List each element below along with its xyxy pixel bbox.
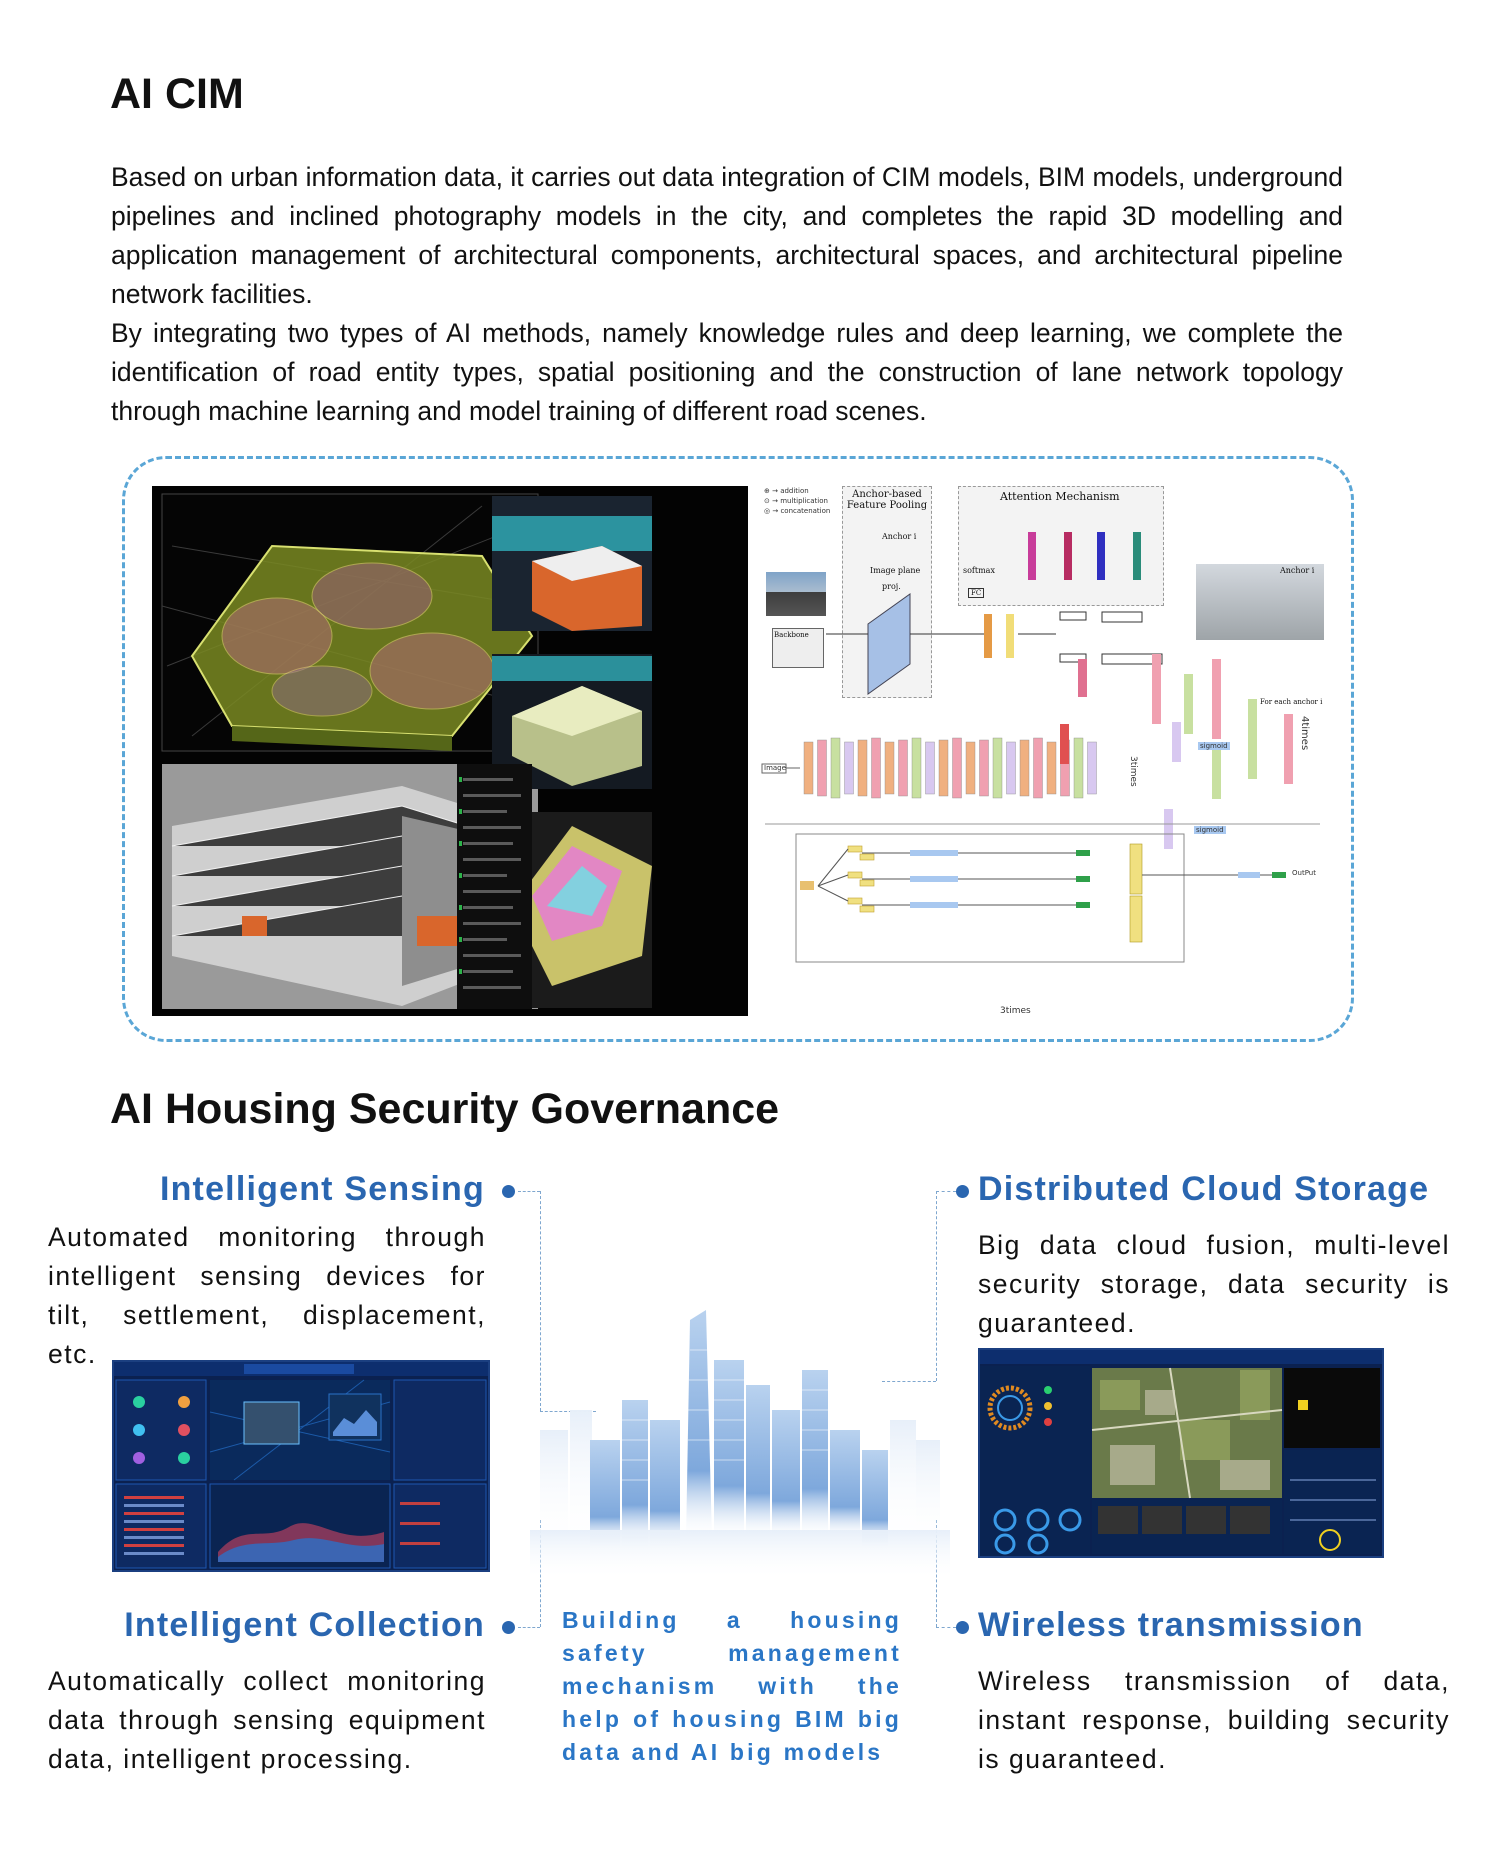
ai-cim-paragraph-1: Based on urban information data, it carries out data integration of CIM models, BIM models, underground pipelines and inclined photography models in the city, and completes the rapid 3D modelling and application management of architectural components, architectural spaces, and architectural pipeline network facilities. [111, 162, 1343, 309]
wireless-title: Wireless transmission [978, 1606, 1364, 1644]
section-title-housing: AI Housing Security Governance [110, 1085, 780, 1133]
sensing-bullet-dot [502, 1185, 515, 1198]
network-layer-block [831, 738, 840, 798]
cim-render-panel [152, 486, 748, 1016]
diagram-legend: ⊕ → addition ⊙ → multiplication ◎ → concatenation [764, 487, 831, 515]
network-layer-block [966, 742, 975, 794]
storage-bullet-dot [956, 1185, 969, 1198]
network-layer-block [1088, 742, 1097, 794]
network-layer-block [1034, 738, 1043, 798]
network-layer-block [899, 740, 908, 796]
anchor-i-label: Anchor i [882, 532, 917, 541]
network-layer-block [993, 738, 1002, 798]
network-layer-block [939, 740, 948, 796]
softmax-label: softmax [963, 566, 995, 575]
network-layer-block [953, 738, 962, 798]
anchor-i-label-2: Anchor i [1280, 566, 1315, 575]
for-each-anchor-label: For each anchor i [1260, 698, 1323, 706]
network-layer-block [872, 738, 881, 798]
network-layer-block [980, 740, 989, 796]
image-input-label: Image [764, 764, 786, 772]
dashboard-left-illustration [114, 1362, 488, 1570]
legend-concatenation: concatenation [780, 507, 831, 515]
monitoring-dashboard-screenshot [112, 1360, 490, 1572]
cloud-storage-dashboard-screenshot [978, 1348, 1384, 1558]
collection-bullet-dot [502, 1621, 515, 1634]
three-times-label: 3times [1128, 756, 1138, 787]
center-mechanism-text: Building a housing safety management mechanism with the help of housing BIM big data and AI big models [562, 1607, 902, 1765]
city-skyline-icon [530, 1290, 950, 1580]
legend-addition: addition [780, 487, 809, 495]
connector-sensing-h [518, 1191, 540, 1192]
diagram-graphics [760, 484, 1328, 1020]
network-layer-block [818, 740, 827, 796]
city-illustration [530, 1290, 950, 1580]
collection-title: Intelligent Collection [124, 1606, 485, 1644]
ai-cim-description [111, 158, 1343, 431]
section-title-ai-cim: AI CIM [110, 70, 244, 118]
network-layer-block [1047, 742, 1056, 794]
sensing-title: Intelligent Sensing [159, 1170, 485, 1208]
output-label: OutPut [1292, 869, 1316, 877]
network-layer-block [1020, 740, 1029, 796]
proj-label: proj. [882, 582, 901, 591]
network-layer-block [885, 742, 894, 794]
wireless-text: Wireless transmission of data, instant response, building security is guaranteed. [978, 1666, 1450, 1774]
fc-label: FC [968, 588, 984, 598]
bottom-three-times-label: 3times [1000, 1006, 1031, 1016]
network-layer-block [804, 742, 813, 794]
connector-storage-h [936, 1191, 956, 1192]
wireless-bullet-dot [956, 1621, 969, 1634]
connector-collection-h [518, 1627, 540, 1628]
backbone-label: Backbone [774, 631, 809, 639]
legend-multiplication: multiplication [780, 497, 828, 505]
deep-learning-diagram [760, 484, 1328, 1020]
sensing-text: Automated monitoring through intelligent sensing devices for tilt, settlement, displacement, etc. [48, 1222, 486, 1369]
network-layer-block [858, 740, 867, 796]
layer-list-lines [457, 764, 532, 1009]
sigmoid-label-1: sigmoid [1200, 742, 1228, 750]
anchor-pooling-title: Anchor-based Feature Pooling [846, 489, 928, 511]
storage-title: Distributed Cloud Storage [978, 1170, 1430, 1208]
network-layer-block [912, 738, 921, 798]
dashboard-right-illustration [980, 1350, 1382, 1556]
four-times-label: 4times [1299, 716, 1310, 751]
ai-cim-paragraph-2: By integrating two types of AI methods, namely knowledge rules and deep learning, we complete the identification of road entity types, spatial positioning and the construction of lane network topology through machine learning and model training of different road scenes. [111, 318, 1343, 426]
sigmoid-label-2: sigmoid [1196, 826, 1224, 834]
network-layer-block [845, 742, 854, 794]
cim-render-illustration [152, 486, 748, 1016]
collection-text: Automatically collect monitoring data through sensing equipment data, intelligent processing. [48, 1666, 486, 1774]
network-layer-block [1007, 742, 1016, 794]
layer-list-panel [457, 764, 532, 1009]
network-layer-block [926, 742, 935, 794]
storage-text: Big data cloud fusion, multi-level security storage, data security is guaranteed. [978, 1230, 1450, 1338]
attention-title: Attention Mechanism [1000, 490, 1120, 503]
network-layer-block [1074, 738, 1083, 798]
image-plane-label: Image plane [870, 566, 921, 575]
connector-wireless-h [936, 1627, 956, 1628]
